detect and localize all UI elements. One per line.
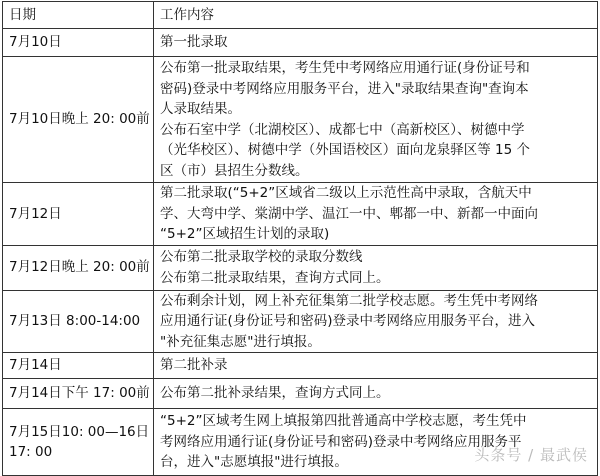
content-line: 密码)登录中考网络应用服务平台，进入"录取结果查询"查询本 [160,80,529,97]
table-header-row [3,2,598,29]
date-line: 7月13日 8:00-14:00 [9,313,141,329]
date-line: 7月15日10: 00—16日 [9,423,150,440]
table-row [3,409,598,476]
content-line: “5+2”区域考生网上填报第四批普通高中学校志愿，考生凭中 [160,413,527,430]
content-line: 应用通行证(身份证号和密码)登录中考网络应用服务平台，进入 [160,313,536,329]
content-line: （光华校区）、树德中学（外国语校区）面向龙泉驿区等 15 个 [160,142,531,158]
date-line: 7月14日下午 17: 00前 [9,385,150,402]
content-line: 台，进入"志愿填报"进行填报。 [160,454,348,471]
table-row [3,183,598,246]
date-cell [3,29,154,57]
header-date: 日期 [3,2,154,29]
date-cell [3,245,154,290]
date-line: 7月14日 [9,357,62,374]
watermark: 头条号 / 最武侯 [474,446,588,464]
date-line: 7月12日 [9,205,62,222]
date-cell [3,290,154,353]
content-cell [154,379,598,409]
content-line: 公布第一批录取结果，考生凭中考网络应用通行证(身份证号和 [160,60,530,76]
content-line: 第二批补录 [160,357,228,374]
content-line: 公布第二批补录结果，查询方式同上。 [160,385,390,402]
content-line: 第二批录取(“5+2”区域省二级以上示范性高中录取，含航天中 [160,185,532,201]
content-line: 公布第二批录取学校的录取分数线 [160,249,363,265]
content-line: 公布第二批录取结果，查询方式同上。 [160,269,390,286]
date-cell [3,409,154,476]
content-cell [154,409,598,476]
content-line: 区（市）县招生分数线。 [160,162,309,179]
content-line: 考网络应用通行证(身份证号和密码)登录中考网络应用服务平 [160,433,522,450]
date-cell [3,379,154,409]
content-line: 学、大弯中学、棠湖中学、温江一中、郫都一中、新都一中面向 [160,205,538,222]
content-line: 公布石室中学（北湖校区）、成都七中（高新校区）、树德中学 [160,121,525,138]
content-line: "补充征集志愿"进行填报。 [160,333,321,350]
date-line: 17: 00 [9,444,53,460]
header-content: 工作内容 [154,2,598,29]
content-cell [154,290,598,353]
content-line: 第一批录取 [160,34,228,51]
table-row [3,29,598,57]
date-cell [3,353,154,379]
date-line: 7月10日 [9,34,62,51]
date-line: 7月10日晚上 20: 00前 [9,111,150,128]
content-line: “5+2”区域招生计划的录取) [160,226,330,242]
date-cell [3,57,154,183]
content-cell [154,353,598,379]
content-line: 公布剩余计划，网上补充征集第二批学校志愿。考生凭中考网络 [160,292,538,309]
content-cell [154,183,598,246]
table-row [3,57,598,183]
date-cell [3,183,154,246]
table-row [3,353,598,379]
table-row [3,379,598,409]
date-line: 7月12日晚上 20: 00前 [9,259,150,276]
content-cell [154,29,598,57]
admission-schedule-table [2,1,598,476]
content-line: 人录取结果。 [160,101,241,117]
table-row [3,290,598,353]
table-row [3,245,598,290]
content-cell [154,245,598,290]
content-cell [154,57,598,183]
